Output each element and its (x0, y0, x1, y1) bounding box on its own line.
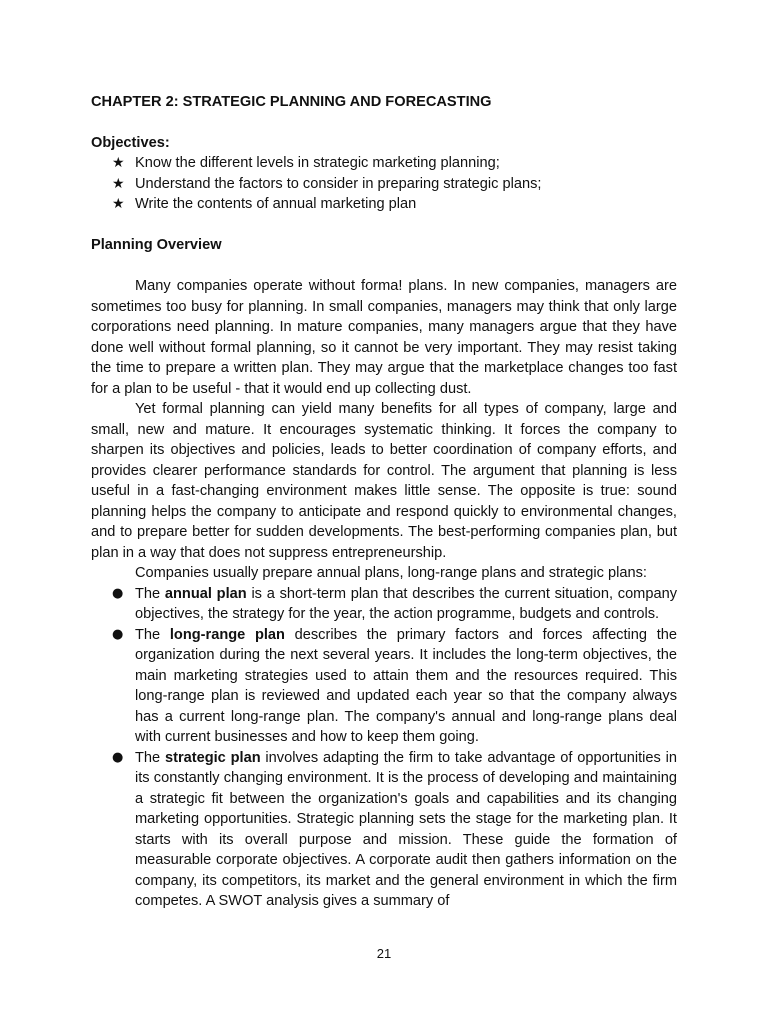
chapter-title: CHAPTER 2: STRATEGIC PLANNING AND FORECASTING (91, 94, 492, 110)
objective-text: Know the different levels in strategic marketing planning; (135, 155, 500, 171)
plan-term: strategic plan (164, 749, 261, 766)
plan-term: annual plan (164, 585, 247, 602)
paragraph: Companies usually prepare annual plans, long-range plans and strategic plans: (135, 565, 647, 581)
objective-item (91, 174, 541, 195)
objectives-list (91, 153, 541, 215)
bullet-dot-icon: ● (112, 749, 124, 765)
plan-item-long-range (91, 625, 677, 748)
paragraph: Many companies operate without forma! plans. In new companies, managers are sometimes too busy for planning. In small companies, managers may think that only large corporations need planning. In mature companies, many managers argue that they have done well without formal planning, so it cannot be very important. They may resist taking the time to prepare a written plan. They may argue that the marketplace changes too fast for a plan to be useful - that it would end up collecting dust. (91, 278, 677, 397)
plan-description: describes the primary factors and forces affecting the organization during the next several years. It includes the long-term objectives, the main marketing strategies used to attain them and the resources required. This long-range plan is reviewed and updated each year so that the company always has a current long-range plan. The company's annual and long-range plans deal with current businesses and how to keep them going. (135, 626, 677, 745)
star-bullet-icon: ★ (112, 175, 125, 192)
page-number: 21 (376, 946, 392, 961)
objective-item (91, 153, 541, 174)
star-bullet-icon: ★ (112, 196, 125, 212)
section-heading: Planning Overview (91, 237, 222, 253)
objective-text: Understand the factors to consider in preparing strategic plans; (135, 175, 542, 192)
plan-prefix: The (135, 749, 161, 766)
section-body (91, 276, 677, 912)
plan-description: is a short-term plan that describes the current situation, company objectives, the strategy for the year, the action programme, budgets and controls. (135, 585, 677, 622)
objective-text: Write the contents of annual marketing plan (135, 196, 417, 212)
plan-item-strategic (91, 748, 677, 912)
objective-item (91, 194, 541, 215)
plan-prefix: The (135, 585, 161, 602)
bullet-dot-icon: ● (112, 626, 124, 642)
plan-item-annual (91, 584, 677, 625)
plan-term: long-range plan (169, 626, 285, 643)
bullet-dot-icon: ● (112, 585, 124, 601)
objectives-heading: Objectives: (91, 135, 170, 151)
plans-list (91, 584, 677, 912)
paragraph: Yet formal planning can yield many benefits for all types of company, large and small, new and mature. It encourages systematic thinking. It forces the company to sharpen its objectives and policies, leads to better coordination of company efforts, and provides clearer performance standards for control. The argument that planning is less useful in a fast-changing environment makes little sense. The opposite is true: sound planning helps the company to anticipate and respond quickly to environmental changes, and to prepare better for sudden developments. The best-performing companies plan, but plan in a way that does not suppress entrepreneurship. (91, 401, 677, 561)
star-bullet-icon: ★ (112, 155, 125, 171)
plan-description: involves adapting the firm to take advantage of opportunities in its constantly changing environment. It is the process of developing and maintaining a strategic fit between the organization's goals and capabilities and its changing marketing opportunities. Strategic planning sets the stage for the marketing plan. It starts with its overall purpose and mission. These guide the formation of measurable corporate objectives. A corporate audit then gathers information on the company, its competitors, its market and the general environment in which the firm competes. A SWOT analysis gives a summary of (135, 749, 677, 909)
plan-prefix: The (135, 626, 161, 643)
